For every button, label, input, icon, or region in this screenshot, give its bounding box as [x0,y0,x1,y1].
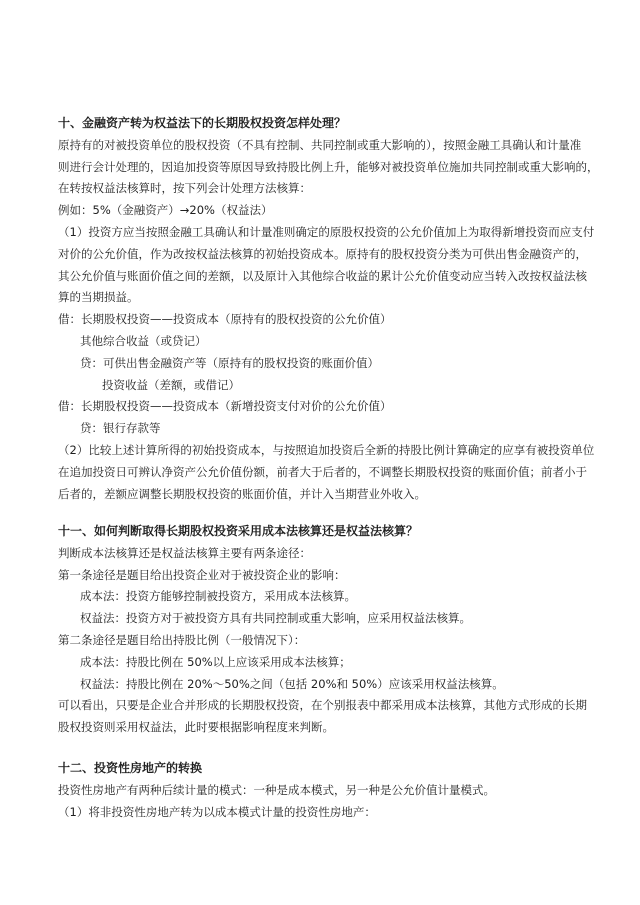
paragraph-line: 后者的，差额应调整长期股权投资的账面价值，并计入当期营业外收入。 [58,486,426,501]
paragraph-line: 第一条途径是题目给出投资企业对于被投资企业的影响： [58,567,346,582]
paragraph-line: 算的当期损益。 [58,290,139,305]
paragraph-line: 则进行会计处理的，因追加投资等原因导致持股比例上升，能够对被投资单位施加共同控制或重大影响的， [58,159,599,174]
paragraph-line: 在转按权益法核算时，按下列会计处理方法核算： [58,181,311,196]
example-line: 例如：5%（金融资产）→20%（权益法） [58,203,273,218]
journal-entry-credit: 贷：银行存款等 [80,421,161,436]
paragraph-line: （2）比较上述计算所得的初始投资成本，与按照追加投资后全新的持股比例计算确定的应享有被投资单位 [58,442,595,457]
paragraph-line: 可以看出，只要是企业合并形成的长期股权投资，在个别报表中都采用成本法核算，其他方式形成的长期 [58,698,587,713]
paragraph-line: 第二条途径是题目给出持股比例（一般情况下）： [58,632,306,647]
journal-entry-credit: 贷：可供出售金融资产等（原持有的股权投资的账面价值） [80,355,379,370]
method-line: 权益法：持股比例在 20%～50%之间（包括 20%和 50%）应该采用权益法核算。 [80,676,504,691]
journal-entry-debit: 借：长期股权投资——投资成本（新增投资支付对价的公允价值） [58,399,392,414]
paragraph-line: 判断成本法核算还是权益法核算主要有两条途径： [58,545,311,560]
paragraph-line: （1）将非投资性房地产转为以成本模式计量的投资性房地产： [58,804,376,819]
paragraph-line: 原持有的对被投资单位的股权投资（不具有控制、共同控制或重大影响的），按照金融工具确认和计量准 [58,137,582,152]
journal-entry-line: 投资收益（差额，或借记） [102,377,240,392]
method-line: 成本法：投资方能够控制被投资方，采用成本法核算。 [80,589,356,604]
paragraph-line: 投资性房地产有两种后续计量的模式：一种是成本模式，另一种是公允价值计量模式。 [58,782,495,797]
paragraph-line: 其公允价值与账面价值之间的差额，以及原计入其他综合收益的累计公允价值变动应当转入改按权益法核 [58,268,587,283]
section-11 [58,521,598,739]
paragraph-line: 股权投资则采用权益法，此时要根据影响程度来判断。 [58,720,334,735]
paragraph-line: （1）投资方应当按照金融工具确认和计量准则确定的原股权投资的公允价值加上为取得新增投资而应支付 [58,224,595,239]
section-12-title: 十二、投资性房地产的转换 [58,761,203,775]
section-10 [58,113,598,505]
section-12 [58,758,598,823]
section-11-title: 十一、如何判断取得长期股权投资采用成本法核算还是权益法核算？ [58,524,419,538]
paragraph-line: 在追加投资日可辨认净资产公允价值份额，前者大于后者的，不调整长期股权投资的账面价值；前者小于 [58,464,587,479]
section-10-title: 十、金融资产转为权益法下的长期股权投资怎样处理？ [58,116,347,130]
paragraph-line: 对价的公允价值，作为改按权益法核算的初始投资成本。原持有的股权投资分类为可供出售金融资产的， [58,246,587,261]
journal-entry-debit: 借：长期股权投资——投资成本（原持有的股权投资的公允价值） [58,312,392,327]
method-line: 成本法：持股比例在 50%以上应该采用成本法核算； [80,654,351,669]
method-line: 权益法：投资方对于被投资方具有共同控制或重大影响，应采用权益法核算。 [80,611,471,626]
journal-entry-line: 其他综合收益（或贷记） [80,333,207,348]
